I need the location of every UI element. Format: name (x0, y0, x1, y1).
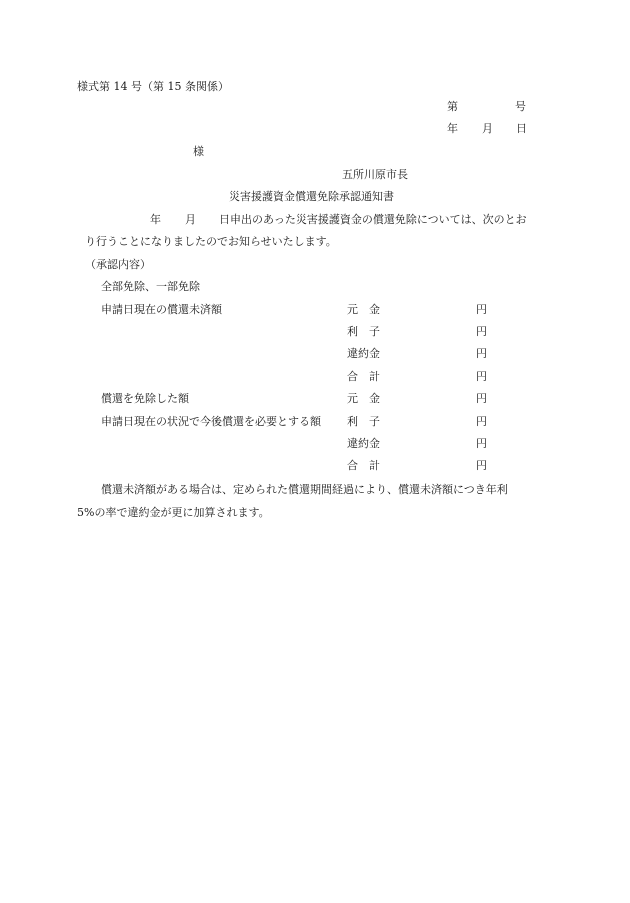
row-unit-yen: 円 (476, 370, 487, 383)
row-unit-yen: 円 (476, 325, 487, 338)
section-label-remaining: 申請日現在の状況で今後償還を必要とする額 (101, 415, 321, 428)
row-unit-yen: 円 (476, 303, 487, 316)
row-item-principal: 元 金 (347, 303, 380, 316)
note-line1: 償還未済額がある場合は、定められた償還期間経過により、償還未済額につき年利 (101, 483, 508, 496)
row-item-penalty: 違約金 (347, 437, 380, 450)
intro-year: 年 (150, 213, 161, 226)
form-number: 様式第 14 号（第 15 条関係） (77, 80, 229, 93)
row-item-total: 合 計 (347, 370, 380, 383)
note-line2: 5%の率で違約金が更に加算されます。 (77, 506, 270, 519)
row-item-interest: 利 子 (347, 325, 380, 338)
row-unit-yen: 円 (476, 415, 487, 428)
date-month: 月 (482, 122, 493, 135)
row-unit-yen: 円 (476, 437, 487, 450)
document-title: 災害援護資金償還免除承認通知書 (229, 190, 394, 203)
row-item-interest: 利 子 (347, 415, 380, 428)
row-unit-yen: 円 (476, 392, 487, 405)
section-label-exempted: 償還を免除した額 (101, 392, 189, 405)
intro-line1: 日申出のあった災害援護資金の償還免除については、次のとお (219, 213, 527, 226)
addressee-suffix: 様 (193, 145, 204, 158)
row-item-principal: 元 金 (347, 392, 380, 405)
date-year: 年 (447, 122, 458, 135)
issue-number-suffix: 号 (515, 100, 526, 113)
approval-heading: （承認内容） (85, 258, 151, 271)
date-day: 日 (516, 122, 527, 135)
intro-line2: り行うことになりましたのでお知らせいたします。 (85, 235, 337, 248)
section-label-outstanding: 申請日現在の償還未済額 (101, 303, 222, 316)
row-unit-yen: 円 (476, 347, 487, 360)
issuer-name: 五所川原市長 (342, 168, 408, 181)
row-item-total: 合 計 (347, 459, 380, 472)
row-item-penalty: 違約金 (347, 347, 380, 360)
intro-month: 月 (185, 213, 196, 226)
exemption-type: 全部免除、一部免除 (101, 280, 200, 293)
issue-number-prefix: 第 (447, 100, 458, 113)
row-unit-yen: 円 (476, 459, 487, 472)
